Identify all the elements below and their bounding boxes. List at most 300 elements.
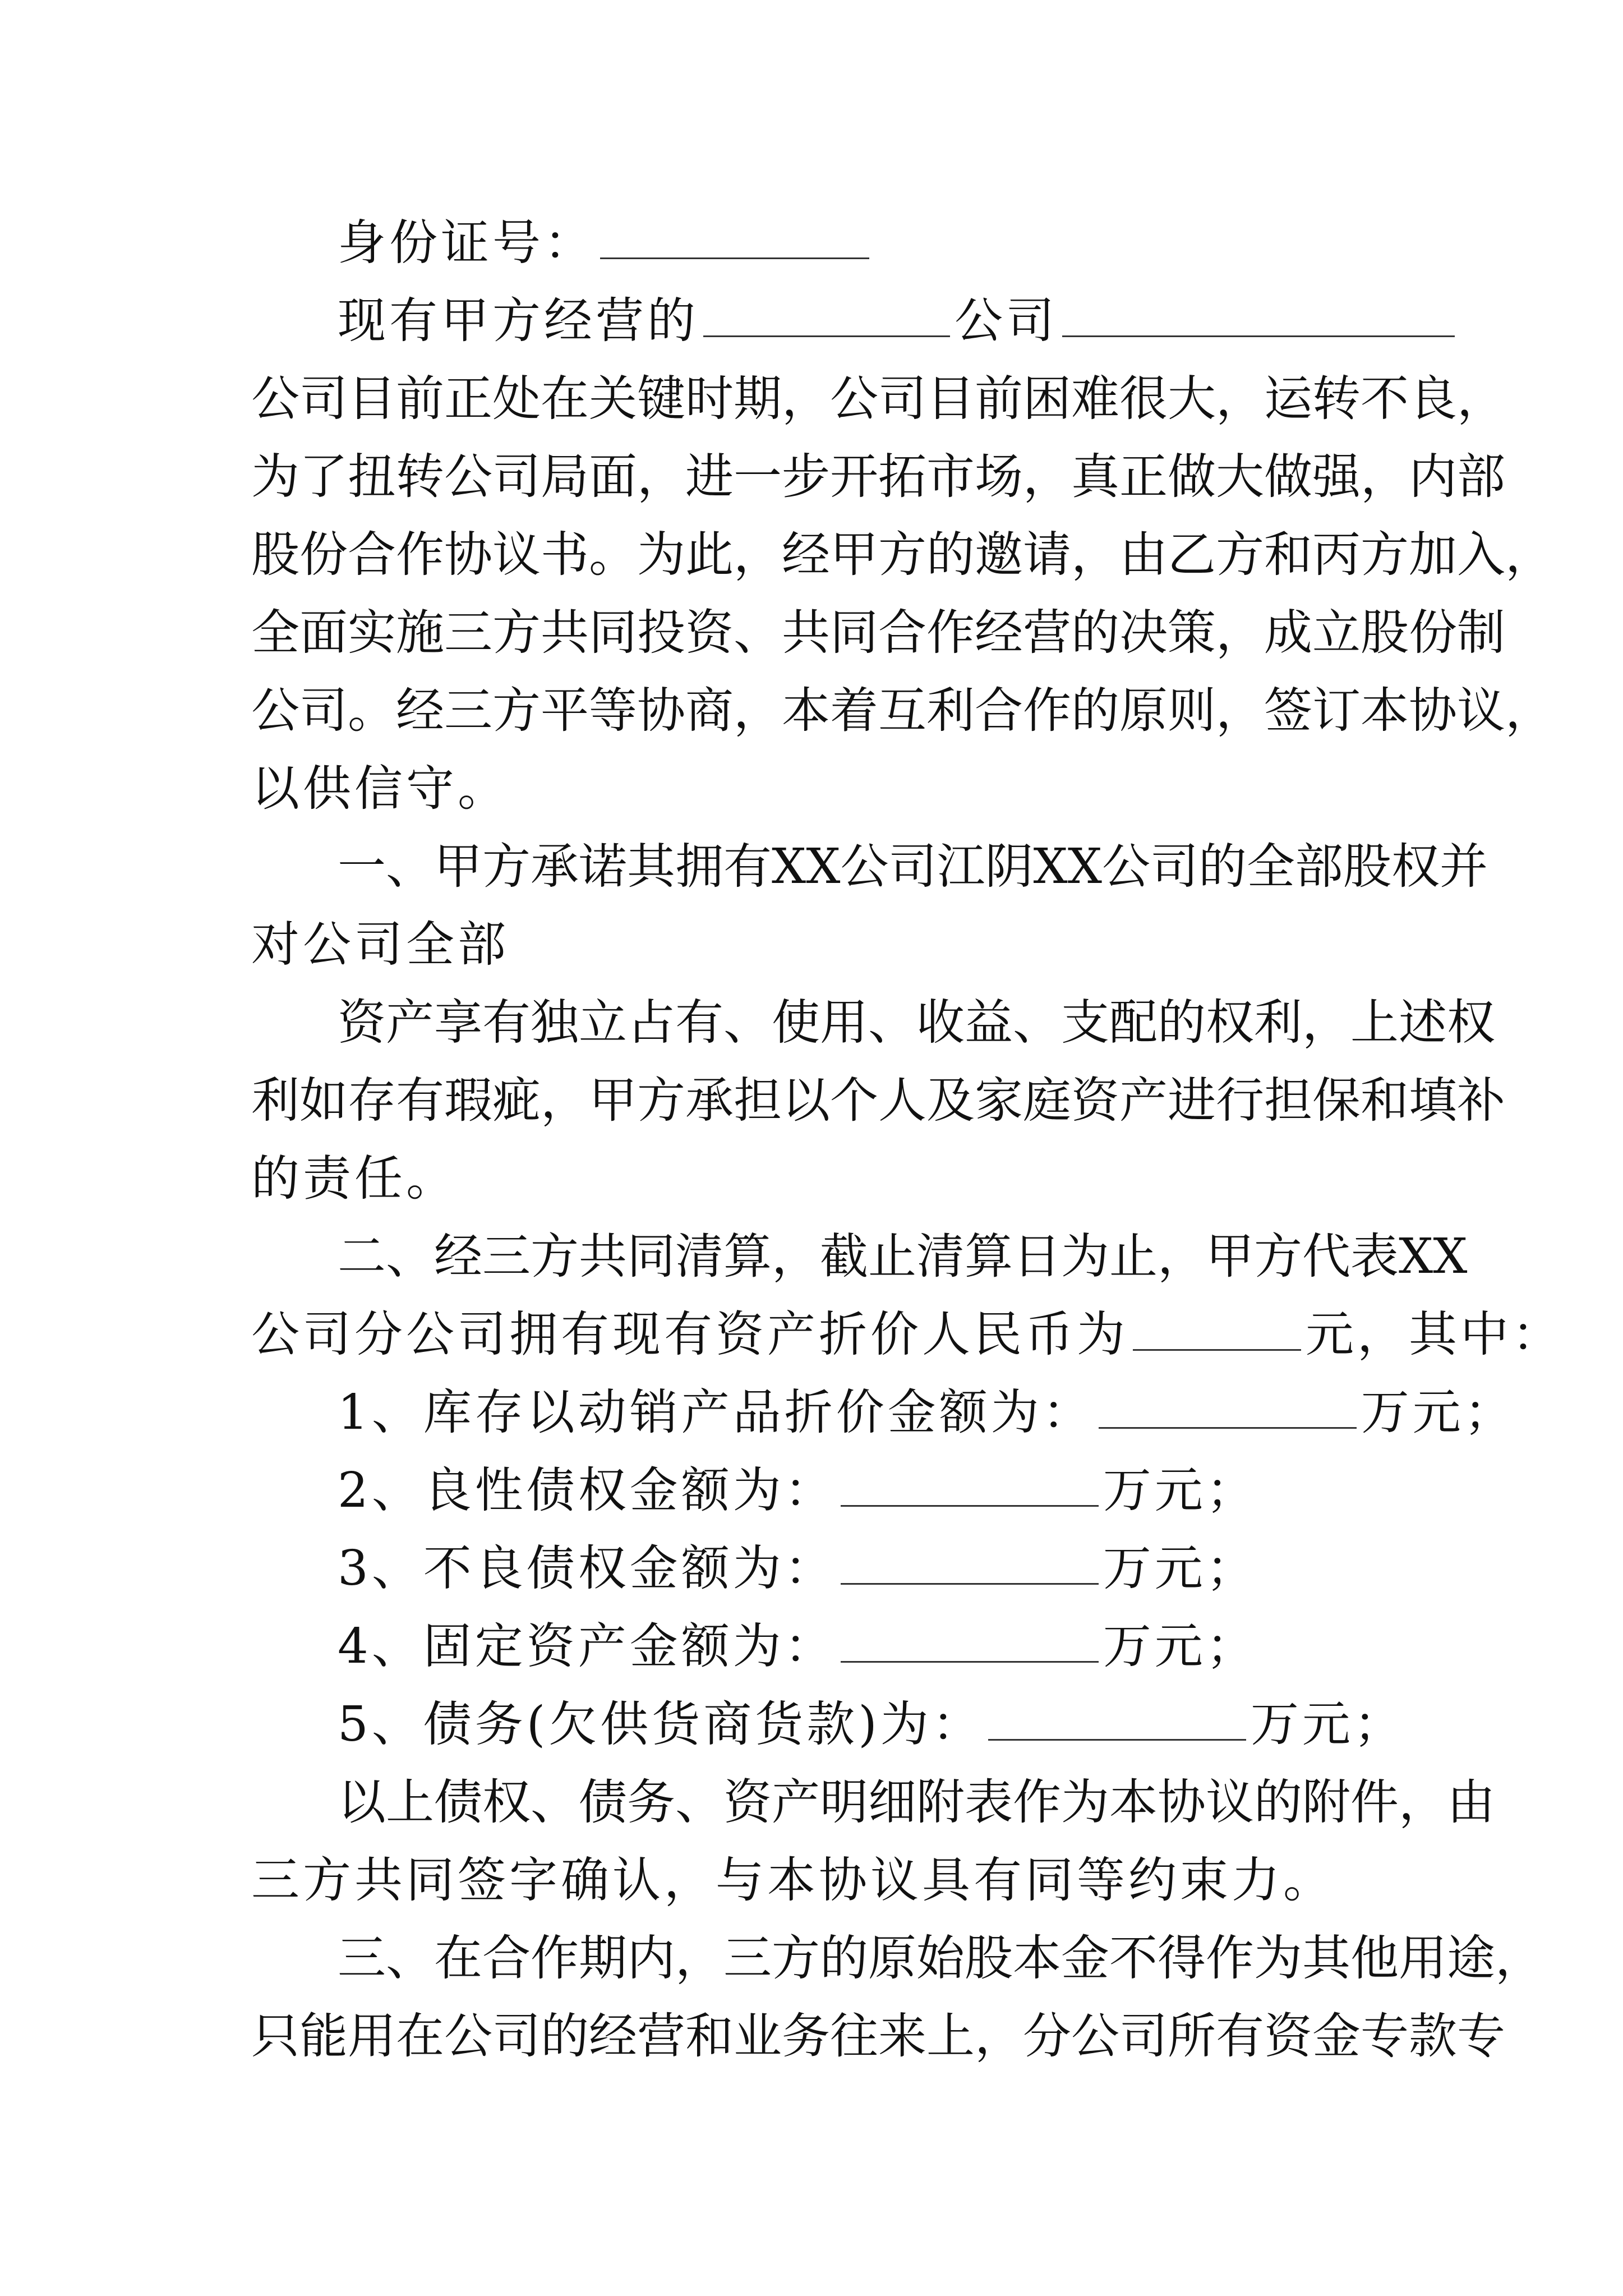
- clause-text-char: 不: [1109, 1930, 1158, 1986]
- clause-text-char: 来: [878, 2008, 926, 2064]
- paragraph-line: [251, 439, 1505, 515]
- paragraph-text-char: 了: [299, 449, 348, 505]
- clause-text-char: 行: [1216, 1073, 1264, 1129]
- appendix-text-char: 明: [820, 1774, 868, 1830]
- paragraph-text-char: 邀: [975, 527, 1023, 583]
- clause-text-char: ，: [975, 2008, 1023, 2064]
- appendix-text-char: ，: [1399, 1774, 1447, 1830]
- paragraph-text-char: 合: [348, 527, 396, 583]
- clause-text-char: 填: [1409, 1073, 1457, 1129]
- paragraph-text-char: 三: [444, 605, 492, 661]
- clause-text-char: 使: [772, 995, 820, 1051]
- paragraph-text-char: 本: [1361, 683, 1409, 739]
- item-4-line: [338, 1608, 1401, 1685]
- paragraph-line: [251, 751, 1401, 827]
- clause-text-char: 共: [579, 1228, 627, 1285]
- clause-text-char: 方: [1254, 1228, 1302, 1285]
- paragraph-text-char: 正: [444, 371, 492, 427]
- paragraph-text-char: 请: [1023, 527, 1071, 583]
- clause-text-char: 算: [965, 1228, 1013, 1285]
- appendix-text-char: 、: [531, 1774, 579, 1830]
- clause-3-line: [251, 1998, 1505, 2074]
- paragraph-text-char: ，: [734, 527, 782, 583]
- clause-text-char: 家: [975, 1073, 1023, 1129]
- paragraph-text-char: ，: [1505, 683, 1553, 739]
- clause-text-char: 其: [627, 839, 675, 895]
- paragraph-text-char: 共: [541, 605, 589, 661]
- paragraph-text-char: 书: [541, 527, 589, 583]
- clause-text-char: X: [1433, 1228, 1468, 1285]
- clause-text-char: 他: [1350, 1930, 1399, 1986]
- clause-text-char: 方: [482, 839, 531, 895]
- paragraph-text-char: ，: [1216, 683, 1264, 739]
- clause-text-char: 上: [926, 2008, 975, 2064]
- paragraph-text-char: 键: [637, 371, 685, 427]
- clause-text-char: 立: [579, 995, 627, 1051]
- clause-text-char: 算: [723, 1228, 772, 1285]
- clause-text-char: 甲: [434, 839, 482, 895]
- clause-text-char: 权: [1447, 995, 1495, 1051]
- clause-1-line: [338, 984, 1495, 1061]
- clause-3-line: [338, 1920, 1543, 1996]
- paragraph-text-char: 成: [1264, 605, 1312, 661]
- paragraph-text-char: 经: [782, 527, 830, 583]
- clause-text-char: 所: [1168, 2008, 1216, 2064]
- clause-text-char: 支: [1061, 995, 1109, 1051]
- clause-text-char: 司: [1150, 839, 1198, 895]
- paragraph-text-char: 入: [1457, 527, 1505, 583]
- paragraph-text-char: ，: [1071, 527, 1119, 583]
- paragraph-text-char: 的: [1071, 683, 1119, 739]
- clause-text-char: 收: [916, 995, 965, 1051]
- paragraph-text-char: ，: [1457, 371, 1505, 427]
- clause-text-char: 权: [1206, 995, 1254, 1051]
- paragraph-text-char: 强: [1312, 449, 1361, 505]
- clause-text-char: 专: [1457, 2008, 1505, 2064]
- paragraph-text-char: 司: [299, 371, 348, 427]
- paragraph-text-char: 前: [396, 371, 444, 427]
- clause-text-char: 补: [1457, 1073, 1505, 1129]
- paragraph-text-char: 全: [251, 605, 299, 661]
- paragraph-text-char: 则: [1168, 683, 1216, 739]
- clause-text-char: 三: [338, 1930, 386, 1986]
- item-4-blank: [841, 1660, 1099, 1663]
- clause-text-char: X: [1033, 839, 1068, 895]
- clause-text-char: ，: [1158, 1228, 1206, 1285]
- paragraph-text-char: 实: [348, 605, 396, 661]
- clause-1-line: [251, 1062, 1505, 1139]
- paragraph-text-char: 三: [444, 683, 492, 739]
- paragraph-text-char: 商: [685, 683, 734, 739]
- clause-text-char: 、: [386, 839, 434, 895]
- paragraph-text-char: 方: [492, 605, 541, 661]
- clause-text-char: 如: [299, 1073, 348, 1129]
- clause-text-char: 内: [627, 1930, 675, 1986]
- item-label: 4、固定资产金额为：: [338, 1618, 836, 1674]
- paragraph-text-char: 作: [1023, 683, 1071, 739]
- clause-text-char: 资: [1264, 2008, 1312, 2064]
- item-unit: 万元；: [1103, 1462, 1258, 1519]
- paragraph-text-char: 同: [589, 605, 637, 661]
- clause-text-char: 诺: [579, 839, 627, 895]
- clause-text: 对公司全部: [251, 917, 509, 973]
- clause-text-char: 金: [1061, 1930, 1109, 1986]
- clause-text-char: 以: [782, 1073, 830, 1129]
- paragraph-text-char: 内: [1409, 449, 1457, 505]
- paragraph-text-char: 进: [685, 449, 734, 505]
- item-unit: 万元；: [1103, 1540, 1258, 1596]
- appendix-text-char: 议: [1206, 1774, 1254, 1830]
- paragraph-text-char: 甲: [830, 527, 878, 583]
- paragraph-text-char: 的: [1071, 605, 1119, 661]
- paragraph-text-char: 目: [926, 371, 975, 427]
- item-1-blank: [1099, 1427, 1357, 1429]
- clause-text-char: 原: [868, 1930, 916, 1986]
- paragraph-text-char: 此: [685, 527, 734, 583]
- clause-text-char: 公: [840, 839, 889, 895]
- clause-text-char: 用: [348, 2008, 396, 2064]
- company-branch-blank: [1062, 335, 1455, 337]
- clause-text-char: 并: [1439, 839, 1488, 895]
- paragraph-text-char: ，: [1216, 605, 1264, 661]
- paragraph-text-char: 营: [1023, 605, 1071, 661]
- clause-text-char: 止: [868, 1228, 916, 1285]
- paragraph-text-char: 份: [1409, 605, 1457, 661]
- paragraph-text-char: 司: [492, 449, 541, 505]
- clause-text-char: 公: [1101, 839, 1150, 895]
- clause-text-char: 一: [338, 839, 386, 895]
- paragraph-text-char: 等: [589, 683, 637, 739]
- item-2-line: [338, 1452, 1401, 1529]
- paragraph-text-char: 股: [1361, 605, 1409, 661]
- appendix-text-char: 附: [1302, 1774, 1350, 1830]
- clause-text-char: 在: [396, 2008, 444, 2064]
- paragraph-text-char: ，: [1361, 449, 1409, 505]
- clause-text-char: 述: [1399, 995, 1447, 1051]
- appendix-text-char: 以: [338, 1774, 386, 1830]
- clause-text-char: 配: [1109, 995, 1158, 1051]
- paragraph-text-char: 拓: [878, 449, 926, 505]
- paragraph-text-char: 市: [926, 449, 975, 505]
- clause-text-char: 部: [1294, 839, 1343, 895]
- paragraph-text-char: 方: [492, 683, 541, 739]
- clause-text-char: 益: [965, 995, 1013, 1051]
- clause-text-char: 进: [1168, 1073, 1216, 1129]
- clause-text-char: 在: [434, 1930, 482, 1986]
- paragraph-text-char: 做: [1264, 449, 1312, 505]
- clause-text-char: 款: [1409, 2008, 1457, 2064]
- clause-text-char: 期: [579, 1930, 627, 1986]
- paragraph-text-char: 共: [782, 605, 830, 661]
- appendix-text-char: 协: [1158, 1774, 1206, 1830]
- clause-text-char: 司: [492, 2008, 541, 2064]
- item-unit: 万元；: [1103, 1618, 1258, 1674]
- id-number-line: [338, 205, 1401, 281]
- clause-text-char: 个: [830, 1073, 878, 1129]
- paragraph-text-char: 、: [734, 605, 782, 661]
- paragraph-text-char: 不: [1361, 371, 1409, 427]
- clause-text-char: X: [806, 839, 841, 895]
- clause-text-char: X: [772, 839, 806, 895]
- appendix-text-char: 资: [723, 1774, 772, 1830]
- paragraph-line: [251, 517, 1553, 593]
- item-2-blank: [841, 1504, 1099, 1507]
- clause-text-char: 权: [1391, 839, 1440, 895]
- clause-text-char: 止: [1109, 1228, 1158, 1285]
- clause-text-char: 往: [830, 2008, 878, 2064]
- clause-text-char: 本: [1013, 1930, 1061, 1986]
- paragraph-text-char: 为: [637, 527, 685, 583]
- clause-text-char: 有: [1216, 2008, 1264, 2064]
- clause-text-char: 业: [734, 2008, 782, 2064]
- clause-text-char: 司: [888, 839, 937, 895]
- clause-text-char: 甲: [589, 1073, 637, 1129]
- paragraph-text-char: 作: [396, 527, 444, 583]
- paragraph-text-char: 司: [299, 683, 348, 739]
- paragraph-line: [251, 673, 1553, 749]
- paragraph-text-char: 协: [1409, 683, 1457, 739]
- appendix-text-char: 债: [434, 1774, 482, 1830]
- clause-text-char: 代: [1302, 1228, 1350, 1285]
- paragraph-text-char: 困: [1023, 371, 1071, 427]
- paragraph-text-char: 部: [1457, 449, 1505, 505]
- item-label: 2、良性债权金额为：: [338, 1462, 836, 1519]
- clause-text-char: 二: [338, 1228, 386, 1285]
- clause-text-char: 承: [685, 1073, 734, 1129]
- paragraph-text-char: 和: [1264, 527, 1312, 583]
- clause-text-char: ，: [772, 1228, 820, 1285]
- paragraph-text-char: 局: [541, 449, 589, 505]
- paragraph-text-char: 步: [782, 449, 830, 505]
- paragraph-text-char: 议: [1457, 683, 1505, 739]
- paragraph-text-char: 策: [1168, 605, 1216, 661]
- paragraph-text-char: 协: [444, 527, 492, 583]
- paragraph-text-char: ，: [782, 371, 830, 427]
- item-label: 5、债务(欠供货商货款)为：: [338, 1696, 984, 1752]
- company-intro-text: 现有甲方经营的: [338, 293, 699, 349]
- clause-text-char: 截: [820, 1228, 868, 1285]
- clause-text: 元，其中：: [1306, 1306, 1564, 1363]
- paragraph-text-char: 份: [299, 527, 348, 583]
- paragraph-text-char: 由: [1119, 527, 1168, 583]
- appendix-text-char: 作: [1013, 1774, 1061, 1830]
- id-number-label: 身份证号：: [338, 215, 596, 271]
- paragraph-text-char: ，: [734, 683, 782, 739]
- clause-text-char: 经: [589, 2008, 637, 2064]
- paragraph-text-char: 目: [348, 371, 396, 427]
- clause-text-char: 日: [1013, 1228, 1061, 1285]
- clause-text-char: 的: [541, 2008, 589, 2064]
- clause-text-char: 甲: [1206, 1228, 1254, 1285]
- clause-text-char: 用: [820, 995, 868, 1051]
- clause-text-char: 三: [723, 1930, 772, 1986]
- item-unit: 万元；: [1250, 1696, 1405, 1752]
- paragraph-text-char: 利: [926, 683, 975, 739]
- clause-text-char: ，: [1495, 1930, 1543, 1986]
- clause-text-char: 股: [1343, 839, 1391, 895]
- paragraph-text-char: 加: [1409, 527, 1457, 583]
- appendix-text-char: 细: [868, 1774, 916, 1830]
- appendix-text-char: 上: [386, 1774, 434, 1830]
- paragraph-text-char: 公: [444, 449, 492, 505]
- paragraph-text-char: 面: [589, 449, 637, 505]
- paragraph-text-char: 经: [975, 605, 1023, 661]
- paragraph-text-char: 股: [251, 527, 299, 583]
- clause-text-char: 阴: [985, 839, 1034, 895]
- clause-2-line: [338, 1218, 1468, 1295]
- clause-text-char: 疵: [492, 1073, 541, 1129]
- clause-text-char: 务: [782, 2008, 830, 2064]
- item-3-line: [338, 1530, 1401, 1607]
- asset-value-blank: [1133, 1349, 1301, 1351]
- paragraph-text-char: 议: [492, 527, 541, 583]
- clause-text-char: 产: [1119, 1073, 1168, 1129]
- clause-text-char: 经: [434, 1228, 482, 1285]
- item-3-blank: [841, 1582, 1099, 1585]
- clause-text-char: 只: [251, 2008, 299, 2064]
- paragraph-text-char: 作: [926, 605, 975, 661]
- clause-text-char: 、: [868, 995, 916, 1051]
- paragraph-text-char: 乙: [1168, 527, 1216, 583]
- item-5-line: [338, 1686, 1405, 1763]
- clause-1-line: [251, 1140, 1401, 1217]
- clause-text-char: 资: [338, 995, 386, 1051]
- clause-text-char: 、: [386, 1930, 434, 1986]
- clause-text-char: 清: [675, 1228, 723, 1285]
- clause-text-char: 表: [1350, 1228, 1399, 1285]
- paragraph-text-char: 丙: [1312, 527, 1361, 583]
- paragraph-text-char: 期: [734, 371, 782, 427]
- paragraph-text-char: 协: [637, 683, 685, 739]
- clause-text-char: 、: [386, 1228, 434, 1285]
- paragraph-text-char: 公: [830, 371, 878, 427]
- clause-text-char: 方: [531, 1228, 579, 1285]
- paragraph-text-char: 难: [1071, 371, 1119, 427]
- clause-text-char: 营: [637, 2008, 685, 2064]
- clause-text-char: 的: [820, 1930, 868, 1986]
- clause-text-char: 占: [627, 995, 675, 1051]
- clause-text-char: 、: [723, 995, 772, 1051]
- clause-text-char: 方: [772, 1930, 820, 1986]
- paragraph-text-char: 前: [975, 371, 1023, 427]
- clause-text-char: 三: [482, 1228, 531, 1285]
- clause-text-char: 全: [1246, 839, 1295, 895]
- clause-text-char: ，: [675, 1930, 723, 1986]
- clause-text-char: 金: [1312, 2008, 1361, 2064]
- item-label: 3、不良债权金额为：: [338, 1540, 836, 1596]
- paragraph-text-char: ，: [1216, 371, 1264, 427]
- paragraph-text-char: 处: [492, 371, 541, 427]
- paragraph-text-char: 大: [1168, 371, 1216, 427]
- clause-text-char: 为: [1254, 1930, 1302, 1986]
- clause-text-char: 始: [916, 1930, 965, 1986]
- paragraph-text-char: 公: [251, 683, 299, 739]
- clause-text-char: 得: [1158, 1930, 1206, 1986]
- clause-text-char: 及: [926, 1073, 975, 1129]
- company-intro-line-1: [338, 283, 1401, 359]
- paragraph-text-char: 做: [1168, 449, 1216, 505]
- clause-text-char: 有: [482, 995, 531, 1051]
- paragraph-text-char: 签: [1264, 683, 1312, 739]
- paragraph-text-char: ，: [1023, 449, 1071, 505]
- paragraph-text-char: 关: [589, 371, 637, 427]
- paragraph-text-char: ，: [1505, 527, 1553, 583]
- clause-text-char: 享: [434, 995, 482, 1051]
- appendix-text-char: 由: [1447, 1774, 1495, 1830]
- appendix-text: 三方共同签字确认，与本协议具有同等约束力。: [251, 1852, 1335, 1908]
- clause-text-char: 拥: [675, 839, 723, 895]
- paragraph-text-char: ，: [637, 449, 685, 505]
- clause-text-char: 庭: [1023, 1073, 1071, 1129]
- paragraph-text-char: 方: [1216, 527, 1264, 583]
- paragraph-text-char: 扭: [348, 449, 396, 505]
- paragraph-line: [251, 361, 1505, 437]
- company-name-blank: [703, 335, 950, 337]
- clause-text-char: 同: [627, 1228, 675, 1285]
- clause-text-char: 分: [1023, 2008, 1071, 2064]
- clause-text-char: 江: [937, 839, 985, 895]
- clause-text-char: 承: [531, 839, 579, 895]
- paragraph-text-char: 决: [1119, 605, 1168, 661]
- clause-text-char: 独: [531, 995, 579, 1051]
- clause-text-char: 利: [1254, 995, 1302, 1051]
- clause-text-char: 合: [482, 1930, 531, 1986]
- clause-text-char: 作: [1206, 1930, 1254, 1986]
- paragraph-text-char: 方: [1361, 527, 1409, 583]
- clause-text-char: 股: [965, 1930, 1013, 1986]
- clause-text-char: 方: [637, 1073, 685, 1129]
- paragraph-text-char: 正: [1119, 449, 1168, 505]
- clause-text-char: 的: [1198, 839, 1247, 895]
- paragraph-text-char: 的: [926, 527, 975, 583]
- paragraph-text-char: 原: [1119, 683, 1168, 739]
- paragraph-text-char: 转: [396, 449, 444, 505]
- clause-text-char: 担: [1264, 1073, 1312, 1129]
- paragraph-text-char: 运: [1264, 371, 1312, 427]
- appendix-text-char: 本: [1109, 1774, 1158, 1830]
- paragraph-text-char: 投: [637, 605, 685, 661]
- clause-text-char: 利: [251, 1073, 299, 1129]
- clause-text-char: 人: [878, 1073, 926, 1129]
- paragraph-text-char: 一: [734, 449, 782, 505]
- paragraph-text-char: 本: [782, 683, 830, 739]
- appendix-text-char: 为: [1061, 1774, 1109, 1830]
- paragraph-text-char: 面: [299, 605, 348, 661]
- id-number-blank: [600, 257, 869, 259]
- clause-text-char: X: [1067, 839, 1102, 895]
- appendix-text-char: 、: [675, 1774, 723, 1830]
- clause-text-char: 上: [1350, 995, 1399, 1051]
- paragraph-text-char: 时: [685, 371, 734, 427]
- clause-text-char: 有: [723, 839, 772, 895]
- clause-text: 公司分公司拥有现有资产折价人民币为: [251, 1306, 1128, 1363]
- appendix-text-char: 债: [579, 1774, 627, 1830]
- appendix-text-char: 产: [772, 1774, 820, 1830]
- paragraph-text-char: 。: [589, 527, 637, 583]
- paragraph-text-char: 方: [878, 527, 926, 583]
- clause-text-char: 保: [1312, 1073, 1361, 1129]
- clause-text-char: 用: [1399, 1930, 1447, 1986]
- paragraph-text-char: 大: [1216, 449, 1264, 505]
- company-intro-text: 公司: [955, 293, 1058, 349]
- clause-text-char: 途: [1447, 1930, 1495, 1986]
- appendix-text-char: 表: [965, 1774, 1013, 1830]
- paragraph-line: [251, 595, 1505, 671]
- appendix-text-char: 的: [1254, 1774, 1302, 1830]
- appendix-text-char: 权: [482, 1774, 531, 1830]
- clause-text-char: X: [1399, 1228, 1433, 1285]
- paragraph-text-char: 。: [348, 683, 396, 739]
